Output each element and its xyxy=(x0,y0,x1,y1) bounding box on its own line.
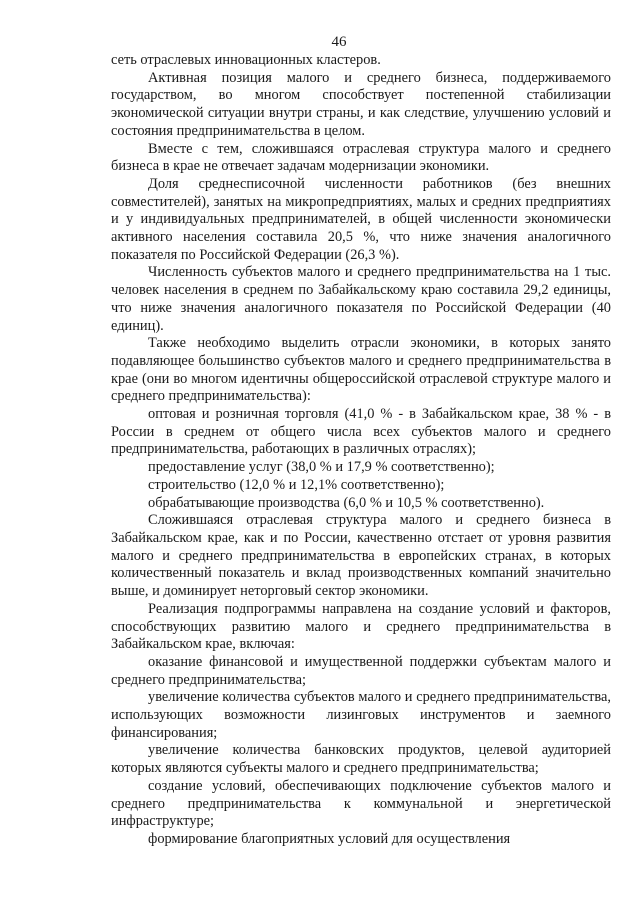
list-item-favorable-conditions: формирование благоприятных условий для осуществления xyxy=(148,830,511,847)
paragraph-entity-count: Численность субъектов малого и среднего предпринимательства на 1 тыс. человек населения в среднем по Забайкальскому краю составила 29,2 единицы, что ниже значения аналогичного показателя по Российской Федерации (40 единиц). xyxy=(111,264,611,334)
paragraph-subprogram-goals: Реализация подпрограммы направлена на создание условий и факторов, способствующих развитию малого и среднего предпринимательства в Забайкальском крае, включая: xyxy=(111,600,611,653)
list-item-construction: строительство (12,0 % и 12,1% соответственно); xyxy=(148,476,445,493)
list-item-banking-products: увеличение количества банковских продуктов, целевой аудиторией которых являются субъекты малого и среднего предпринимательства; xyxy=(111,742,611,777)
paragraph-employment-share: Доля среднесписочной численности работников (без внешних совместителей), занятых на микропредприятиях, малых и средних предприятиях и у индивидуальных предпринимателей, в общей численности экономически активного населения составила 20,5 %, что ниже значения аналогичного показателя по Российской Федерации (26,3 %). xyxy=(111,175,611,263)
list-item-financial-support: оказание финансовой и имущественной поддержки субъектам малого и среднего предпринимательства; xyxy=(111,653,611,688)
list-item-manufacturing: обрабатывающие производства (6,0 % и 10,5 % соответственно). xyxy=(148,494,545,511)
paragraph-structure-lag: Сложившаяся отраслевая структура малого и среднего бизнеса в Забайкальском крае, как и по России, качественно отстает от уровня развития малого и среднего предпринимательства в европейских странах, в которых количественный показатель и вклад производственных компаний значительно выше, и доминирует неторговый сектор экономики. xyxy=(111,512,611,600)
paragraph-business-position: Активная позиция малого и среднего бизнеса, поддерживаемого государством, во многом способствует постепенной стабилизации экономической ситуации внутри страны, и как следствие, улучшению условий и состояния предпринимательства в целом. xyxy=(111,69,611,139)
page-number: 46 xyxy=(331,34,347,50)
paragraph-key-sectors: Также необходимо выделить отрасли экономики, в которых занято подавляющее большинство субъектов малого и среднего предпринимательства в крае (они во многом идентичны общероссийской отраслевой структуре малого и среднего предпринимательства): xyxy=(111,335,611,405)
list-item-infrastructure: создание условий, обеспечивающих подключение субъектов малого и среднего предпринимательства к коммунальной и энергетической инфраструктуре; xyxy=(111,777,611,830)
paragraph-sector-structure: Вместе с тем, сложившаяся отраслевая структура малого и среднего бизнеса в крае не отвечает задачам модернизации экономики. xyxy=(111,140,611,175)
list-item-services: предоставление услуг (38,0 % и 17,9 % соответственно); xyxy=(148,459,495,476)
page-body xyxy=(111,52,611,849)
list-item-trade: оптовая и розничная торговля (41,0 % - в Забайкальском крае, 38 % - в России в среднем от общего числа всех субъектов малого и среднего предпринимательства, работающих в различных отраслях); xyxy=(111,406,611,458)
paragraph-continuation: сеть отраслевых инновационных кластеров. xyxy=(111,52,381,68)
list-item-leasing: увеличение количества субъектов малого и среднего предпринимательства, использующих возможности лизинговых инструментов и заемного финансирования; xyxy=(111,689,611,741)
